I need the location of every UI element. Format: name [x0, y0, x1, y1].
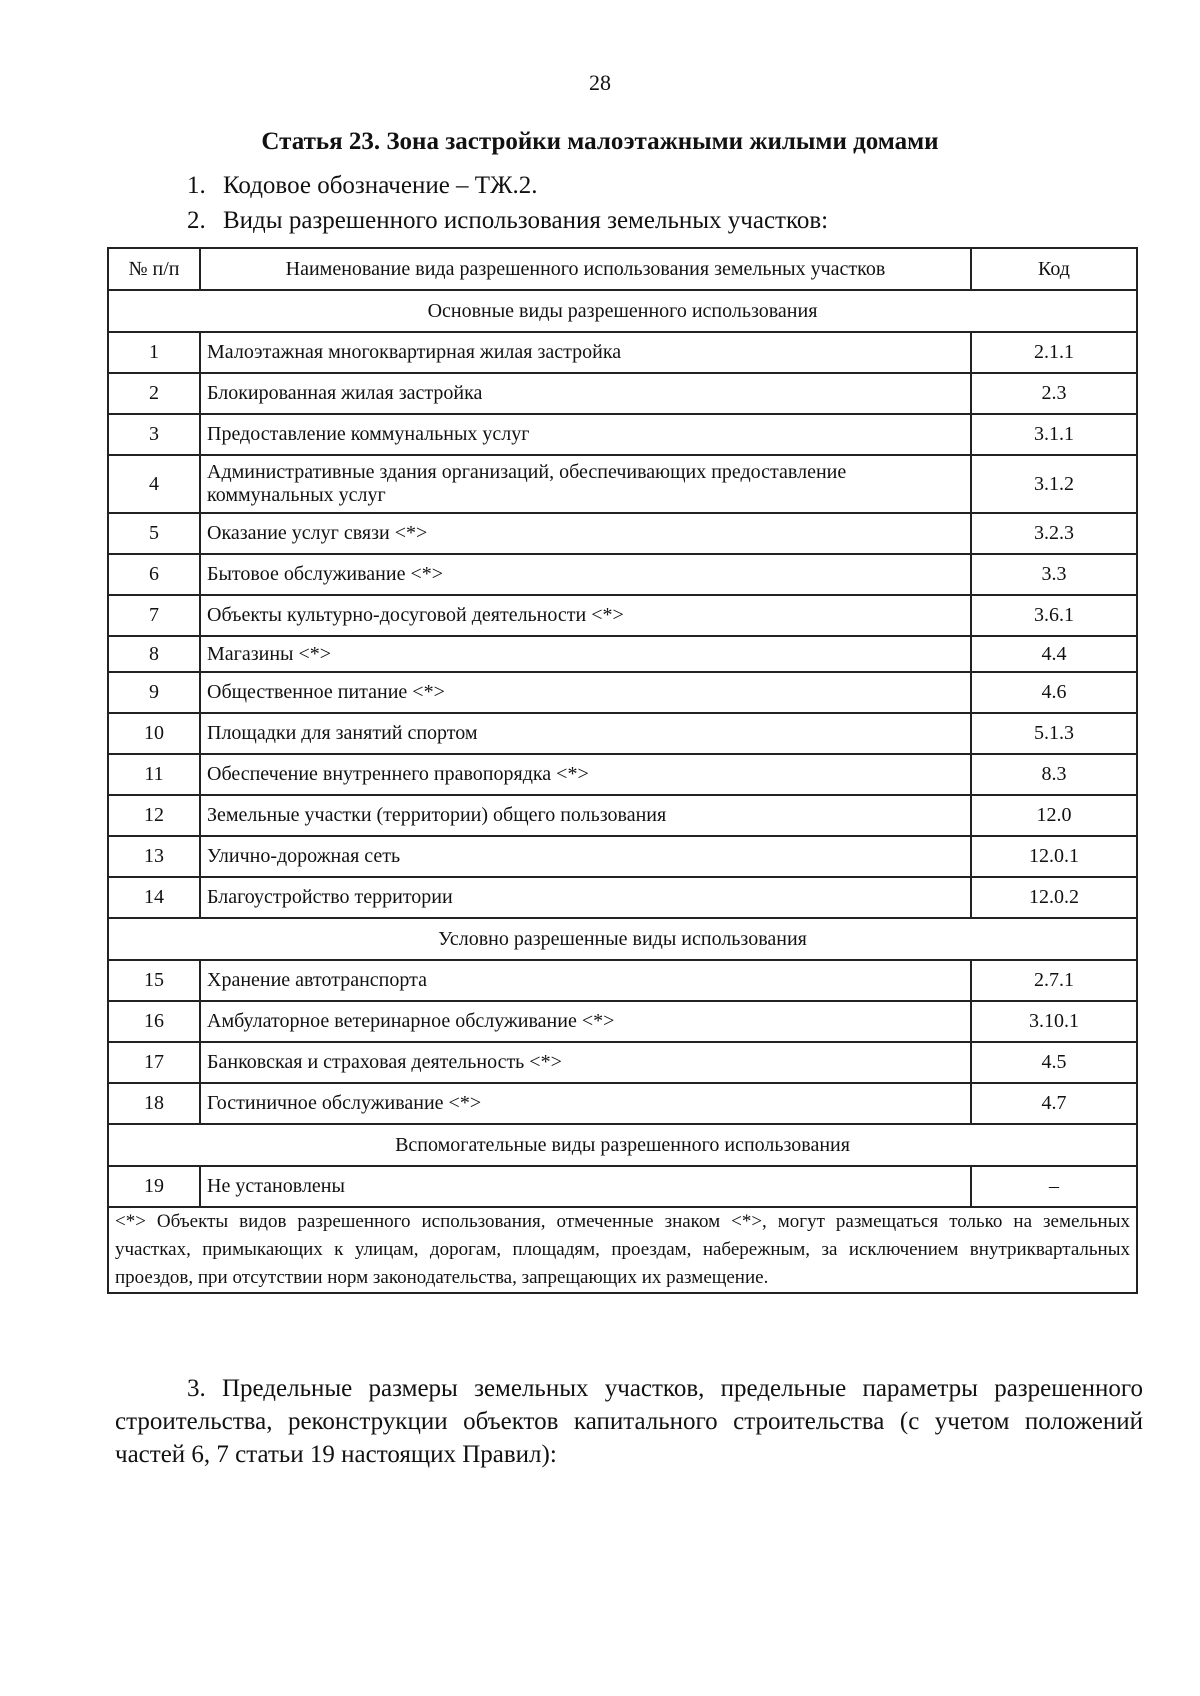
intro-item-text: Кодовое обозначение – ТЖ.2. — [223, 172, 538, 199]
row-name: Оказание услуг связи <*> — [200, 513, 971, 554]
row-code: 12.0.1 — [971, 836, 1137, 877]
table-row — [108, 373, 1137, 414]
intro-item-number: 1. — [187, 172, 206, 199]
row-code: 3.3 — [971, 554, 1137, 595]
row-name: Блокированная жилая застройка — [200, 373, 971, 414]
row-name: Площадки для занятий спортом — [200, 713, 971, 754]
row-name: Малоэтажная многоквартирная жилая застройка — [200, 332, 971, 373]
row-code: 5.1.3 — [971, 713, 1137, 754]
row-number: 5 — [108, 513, 200, 554]
row-name: Амбулаторное ветеринарное обслуживание <*> — [200, 1001, 971, 1042]
row-code: 12.0 — [971, 795, 1137, 836]
row-name: Улично-дорожная сеть — [200, 836, 971, 877]
row-number: 14 — [108, 877, 200, 918]
table-row — [108, 754, 1137, 795]
row-name: Банковская и страховая деятельность <*> — [200, 1042, 971, 1083]
row-number: 19 — [108, 1166, 200, 1207]
table-row — [108, 1083, 1137, 1124]
header-name: Наименование вида разрешенного использования земельных участков — [200, 248, 971, 290]
row-number: 7 — [108, 595, 200, 636]
row-name: Административные здания организаций, обеспечивающих предоставление коммунальных услуг — [200, 455, 971, 513]
row-code: 2.1.1 — [971, 332, 1137, 373]
row-number: 15 — [108, 960, 200, 1001]
table-header-row — [108, 248, 1137, 290]
row-number: 8 — [108, 636, 200, 672]
row-name: Гостиничное обслуживание <*> — [200, 1083, 971, 1124]
row-name: Не установлены — [200, 1166, 971, 1207]
row-code: 3.1.1 — [971, 414, 1137, 455]
table-row — [108, 332, 1137, 373]
table-row — [108, 554, 1137, 595]
row-name: Хранение автотранспорта — [200, 960, 971, 1001]
row-code: 4.6 — [971, 672, 1137, 713]
row-name: Земельные участки (территории) общего пользования — [200, 795, 971, 836]
intro-item-code — [187, 172, 537, 200]
table-row — [108, 414, 1137, 455]
section-title: Условно разрешенные виды использования — [108, 918, 1137, 960]
table-row — [108, 636, 1137, 672]
row-code: 3.10.1 — [971, 1001, 1137, 1042]
row-number: 13 — [108, 836, 200, 877]
row-code: 2.3 — [971, 373, 1137, 414]
section-title: Основные виды разрешенного использования — [108, 290, 1137, 332]
row-code: 3.6.1 — [971, 595, 1137, 636]
table-row — [108, 1166, 1137, 1207]
table-footnote: <*> Объекты видов разрешенного использования, отмеченные знаком <*>, могут размещаться только на земельных участках, примыкающих к улицам, дорогам, площадям, проездам, набережным, за исключением внутриквартальных проездов, при отсутствии норм законодательства, запрещающих их размещение. — [108, 1207, 1137, 1293]
row-name: Обеспечение внутреннего правопорядка <*> — [200, 754, 971, 795]
row-name: Общественное питание <*> — [200, 672, 971, 713]
table-row — [108, 877, 1137, 918]
row-name: Бытовое обслуживание <*> — [200, 554, 971, 595]
row-code: 3.2.3 — [971, 513, 1137, 554]
table-row — [108, 595, 1137, 636]
section-title: Вспомогательные виды разрешенного использования — [108, 1124, 1137, 1166]
row-code: 3.1.2 — [971, 455, 1137, 513]
section-row-auxiliary — [108, 1124, 1137, 1166]
intro-item-uses — [187, 207, 828, 235]
row-code: 12.0.2 — [971, 877, 1137, 918]
table-row — [108, 513, 1137, 554]
row-number: 2 — [108, 373, 200, 414]
article-title: Статья 23. Зона застройки малоэтажными жилыми домами — [261, 128, 939, 155]
row-code: 4.4 — [971, 636, 1137, 672]
footnote-row — [108, 1207, 1137, 1293]
section-row-conditional — [108, 918, 1137, 960]
table-row — [108, 1001, 1137, 1042]
row-number: 10 — [108, 713, 200, 754]
table-row — [108, 960, 1137, 1001]
row-code: – — [971, 1166, 1137, 1207]
row-code: 8.3 — [971, 754, 1137, 795]
row-number: 18 — [108, 1083, 200, 1124]
row-number: 16 — [108, 1001, 200, 1042]
table-row — [108, 1042, 1137, 1083]
row-number: 6 — [108, 554, 200, 595]
row-name: Предоставление коммунальных услуг — [200, 414, 971, 455]
closing-paragraph: 3. Предельные размеры земельных участков, предельные параметры разрешенного строительства, реконструкции объектов капитального строительства (с учетом положений частей 6, 7 статьи 19 настоящих Правил): — [115, 1375, 1143, 1468]
row-number: 1 — [108, 332, 200, 373]
table-row — [108, 672, 1137, 713]
intro-item-text: Виды разрешенного использования земельных участков: — [223, 207, 829, 234]
land-use-table — [107, 247, 1138, 1294]
table-row — [108, 713, 1137, 754]
row-number: 9 — [108, 672, 200, 713]
row-number: 17 — [108, 1042, 200, 1083]
header-number: № п/п — [108, 248, 200, 290]
row-name: Объекты культурно-досуговой деятельности <*> — [200, 595, 971, 636]
row-code: 4.5 — [971, 1042, 1137, 1083]
header-code: Код — [971, 248, 1137, 290]
table-row — [108, 455, 1137, 513]
intro-item-number: 2. — [187, 207, 206, 234]
section-row-main — [108, 290, 1137, 332]
page-number: 28 — [589, 70, 611, 95]
table-row — [108, 836, 1137, 877]
row-number: 3 — [108, 414, 200, 455]
row-code: 2.7.1 — [971, 960, 1137, 1001]
row-name: Магазины <*> — [200, 636, 971, 672]
row-name: Благоустройство территории — [200, 877, 971, 918]
row-number: 11 — [108, 754, 200, 795]
row-number: 12 — [108, 795, 200, 836]
table-row — [108, 795, 1137, 836]
row-code: 4.7 — [971, 1083, 1137, 1124]
row-number: 4 — [108, 455, 200, 513]
